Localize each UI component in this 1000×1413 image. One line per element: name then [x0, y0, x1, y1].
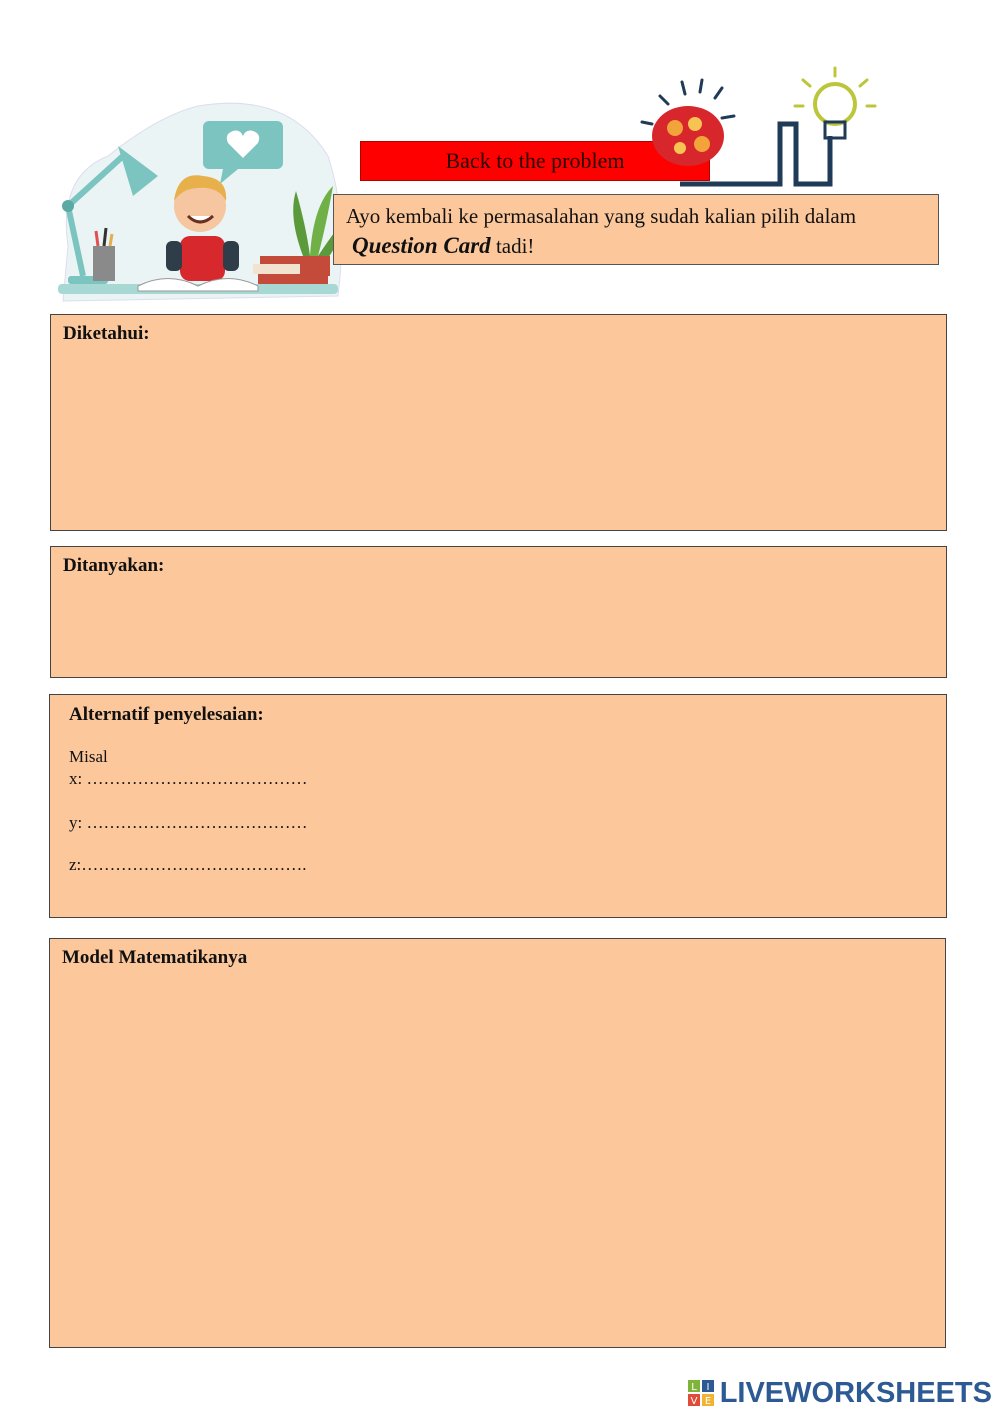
banner-label: Back to the problem [445, 148, 625, 173]
svg-text:L: L [690, 1382, 697, 1393]
alternatif-box[interactable] [49, 694, 947, 918]
svg-text:E: E [704, 1396, 711, 1406]
model-box[interactable] [49, 938, 946, 1348]
y-variable-line[interactable]: y: ………………………………… [69, 813, 308, 832]
alternatif-title: Alternatif penyelesaian: [69, 704, 264, 725]
z-variable-line[interactable]: z:…………………………………. [69, 855, 307, 874]
x-variable-line[interactable]: x: ………………………………… [69, 769, 308, 788]
diketahui-box[interactable] [50, 314, 947, 531]
diketahui-title: Diketahui: [63, 323, 150, 344]
liveworksheets-logo-text: LIVEWORKSHEETS [719, 1376, 992, 1409]
instruction-box [333, 194, 939, 265]
liveworksheets-badge-icon [688, 1380, 714, 1406]
ditanyakan-title: Ditanyakan: [63, 555, 165, 576]
svg-text:I: I [706, 1382, 710, 1393]
liveworksheets-logo [688, 1376, 992, 1410]
instruction-suffix: tadi! [495, 234, 535, 258]
instruction-text: Ayo kembali ke permasalahan yang sudah kalian pilih dalam [346, 204, 857, 228]
ditanyakan-box[interactable] [50, 546, 947, 678]
misal-label: Misal [69, 747, 108, 766]
student-illustration [48, 96, 348, 306]
brain-lightbulb-icon [640, 66, 880, 190]
question-card-label: Question Card [352, 233, 491, 258]
model-title: Model Matematikanya [62, 947, 248, 968]
svg-text:V: V [690, 1396, 698, 1406]
